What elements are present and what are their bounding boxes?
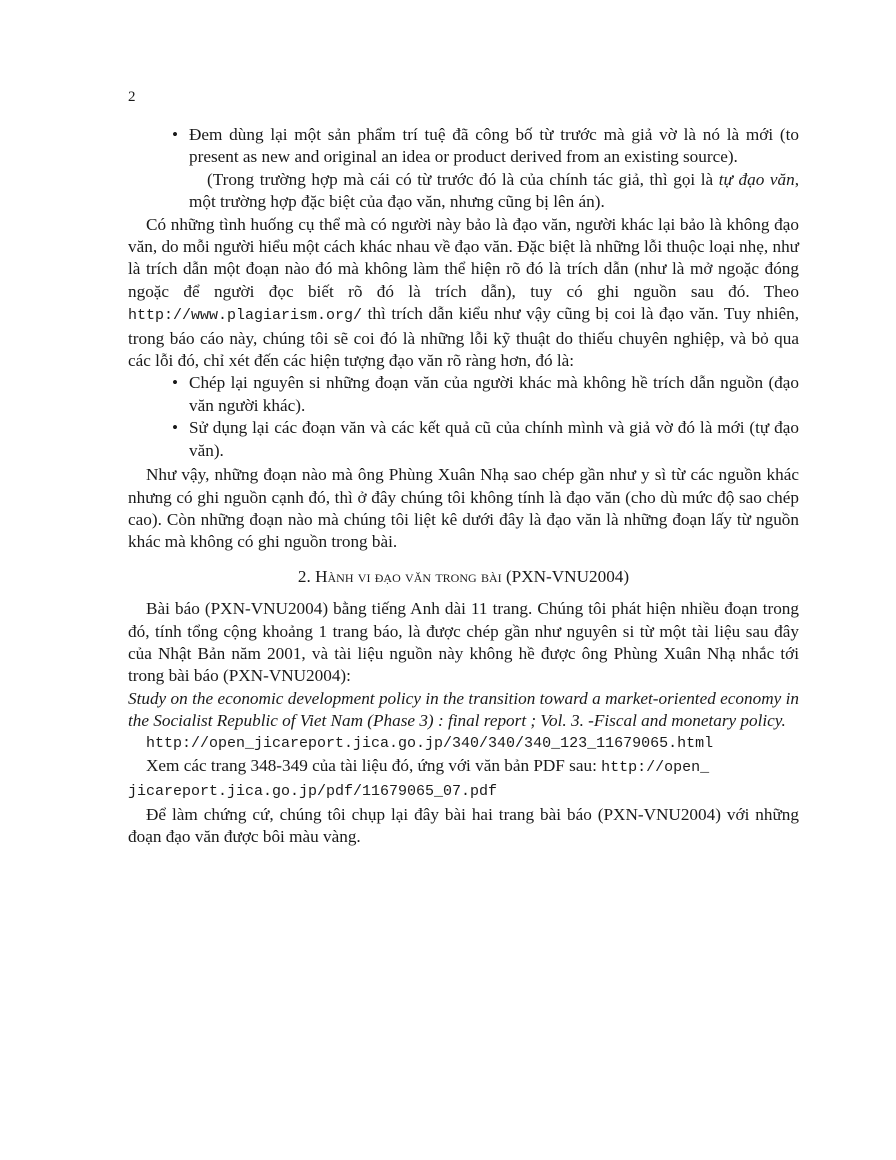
- list-item: [128, 124, 799, 169]
- bullet-icon: •: [172, 373, 179, 393]
- para1-text-before: Có những tình huống cụ thể mà có người này bảo là đạo văn, người khác lại bảo là không đạo văn, do mỗi người hiểu một cách khác nhau về đạo văn. Đặc biệt là những lỗi thuộc loại nhẹ, như là trích dẫn một đoạn nào đó mà không làm thể hiện rõ đó là trích dẫn (như là mở ngoặc đóng ngoặc để người đọc biết rõ đó là trích dẫn), tuy có ghi nguồn sau đó. Theo: [128, 214, 799, 301]
- bullet-icon: •: [172, 418, 179, 438]
- citation-title: Study on the economic development policy in the transition toward a market-oriented economy in the Socialist Republic of Viet Nam (Phase 3) : final report ; Vol. 3. -Fiscal and monetary policy.: [128, 688, 799, 731]
- note-prefix: (Trong trường hợp mà cái có từ trước đó là của chính tác giả, thì gọi là: [207, 169, 719, 189]
- list-item-text: Sử dụng lại các đoạn văn và các kết quả cũ của chính mình và giả vờ đó là mới (tự đạo văn).: [189, 418, 799, 460]
- para1-text-after: thì trích dẫn kiểu như vậy cũng bị coi là đạo văn. Tuy nhiên, trong báo cáo này, chúng tôi sẽ coi đó là những lỗi kỹ thuật do thiếu chuyên nghiệp, và bỏ qua các lỗi đó, chỉ xét đến các hiện tượng đạo văn rõ ràng hơn, đó là:: [128, 304, 799, 371]
- paragraph-definition-scope: [128, 214, 799, 373]
- citation-url-link[interactable]: http://open_jicareport.jica.go.jp/340/340/340_123_11679065.html: [146, 734, 714, 752]
- paragraph-evidence: Để làm chứng cứ, chúng tôi chụp lại đây bài hai trang bài báo (PXN-VNU2004) với những đoạn đạo văn được bôi màu vàng.: [128, 804, 799, 847]
- section-title: Hành vi đạo văn trong bài: [315, 566, 502, 586]
- page-number: 2: [128, 89, 136, 105]
- section-number: 2.: [297, 566, 311, 586]
- paragraph-conclusion: Như vậy, những đoạn nào mà ông Phùng Xuân Nhạ sao chép gần như y sì từ các nguồn khác nhưng có ghi nguồn cạnh đó, thì ở đây chúng tôi không tính là đạo văn (cho dù mức độ sao chép cao). Còn những đoạn nào mà chúng tôi liệt kê dưới đây là đạo văn là những đoạn lấy từ nguồn khác mà không có ghi nguồn trong bài.: [128, 465, 799, 552]
- list-item-text: Chép lại nguyên si những đoạn văn của người khác mà không hề trích dẫn nguồn (đạo văn người khác).: [189, 373, 799, 415]
- bullet-list-definition: [128, 124, 799, 169]
- section-tag: (PXN-VNU2004): [505, 566, 630, 586]
- pdf-url-link-part1[interactable]: http://open_: [601, 758, 710, 776]
- pdf-url-link-part2[interactable]: jicareport.jica.go.jp/pdf/11679065_07.pdf: [128, 783, 498, 801]
- bullet-icon: •: [172, 125, 179, 144]
- bullet-list-plagiarism-types: [128, 372, 799, 462]
- para4-text: Xem các trang 348-349 của tài liệu đó, ứng với văn bản PDF sau:: [146, 755, 602, 775]
- plagiarism-org-link[interactable]: http://www.plagiarism.org/: [128, 307, 363, 325]
- paragraph-findings: Bài báo (PXN-VNU2004) bằng tiếng Anh dài 11 trang. Chúng tôi phát hiện nhiều đoạn trong đó, tính tổng cộng khoảng 1 trang báo, là được chép gần như nguyên si từ một tài liệu sau đây của Nhật Bản năm 2001, và tài liệu nguồn này không hề được ông Phùng Xuân Nhạ nhắc tới trong bài báo (PXN-VNU2004):: [128, 599, 799, 686]
- list-item: [128, 417, 799, 462]
- paragraph-pdf-reference: [128, 755, 799, 804]
- document-body: [128, 124, 799, 849]
- section-heading: [128, 566, 799, 588]
- list-item: [128, 372, 799, 417]
- note-emphasis: tự đạo văn: [718, 169, 795, 189]
- self-plagiarism-note: [128, 169, 799, 214]
- note-suffix: , một trường hợp đặc biệt của đạo văn, nhưng cũng bị lên án).: [189, 169, 799, 212]
- list-item-text: Đem dùng lại một sản phẩm trí tuệ đã công bố từ trước mà giả vờ là nó là mới (to present as new and original an idea or product derived from an existing source).: [189, 125, 799, 167]
